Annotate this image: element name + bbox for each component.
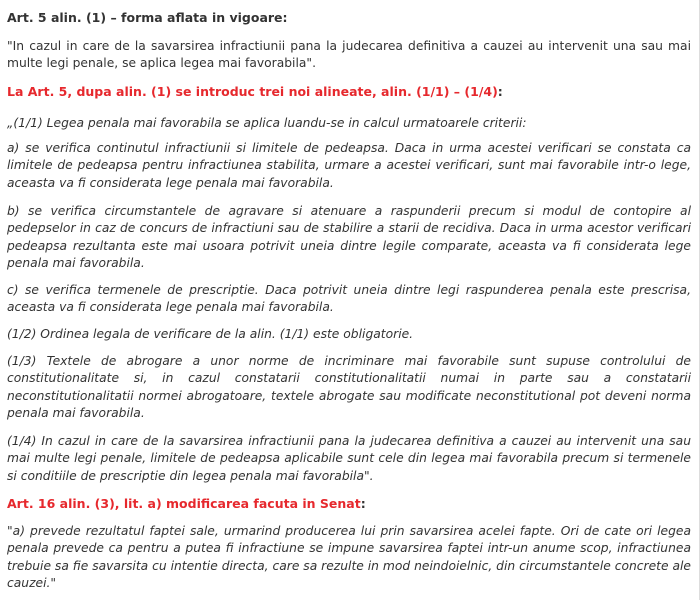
heading-art5-current bbox=[7, 9, 288, 26]
heading-amend-title: La Art. 5, dupa alin. (1) se introduc trei noi alineate, alin. (1/1) – (1/4) bbox=[7, 84, 498, 99]
paragraph-1-2: (1/2) Ordinea legala de verificare de la alin. (1/1) este obligatorie. bbox=[7, 327, 414, 341]
heading-amend-suffix: : bbox=[497, 84, 503, 99]
paragraph-art16-a: "a) prevede rezultatul faptei sale, urmarind producerea lui prin savarsirea acelei fapte. Ori de cate ori legea penala prevede ca pentru a putea fi infractiune se impune savarsirea faptei intr-un anume scop, infractiunea trebuie sa fie savarsita cu intentie directa, care sa rezulte in mod neindoielnic, din circumstantele concrete ale cauzei." bbox=[7, 524, 691, 590]
paragraph-criterion-c: c) se verifica termenele de prescriptie. Daca potrivit uneia dintre legi raspunderea penala este prescrisa, aceasta va fi considerata lege penala mai favorabila. bbox=[7, 283, 691, 315]
paragraph-1-1: „(1/1) Legea penala mai favorabila se aplica luandu-se in calcul urmatoarele criterii: bbox=[7, 116, 527, 130]
heading-art16-amendment bbox=[7, 495, 366, 512]
heading-art5-suffix: : bbox=[282, 10, 288, 25]
paragraph-1-3: (1/3) Textele de abrogare a unor norme de incriminare mai favorabile sunt supuse controlului de constitutionalitate si, in cazul constatarii constitutionalitatii numai in parte sau a constatarii neconstitutionalitatii normei abrogatoare, textele abrogate sau modificate neconstitutional pot deveni norma penala mai favorabila. bbox=[7, 354, 691, 420]
paragraph-criterion-b: b) se verifica circumstantele de agravare si atenuare a raspunderii precum si modul de contopire al pedepselor in caz de concurs de infractiuni sau de stabilire a starii de recidiva. Daca in urma acestor verificari pedeapsa rezultanta este mai usoara potrivit uneia dintre legile comparate, aceasta va fi considerata lege penala mai favorabila. bbox=[7, 204, 691, 270]
paragraph-criterion-a: a) se verifica continutul infractiunii si limitele de pedeapsa. Daca in urma acestei verificari se constata ca limitele de pedeapsa pentru infractiunea stabilita, urmare a acestei verificari, sunt mai favorabile intr-o lege, aceasta va fi considerata lege penala mai favorabila. bbox=[7, 141, 691, 190]
heading-art16-title: Art. 16 alin. (3), lit. a) modificarea facuta in Senat bbox=[7, 496, 361, 511]
paragraph-art5-text: "In cazul in care de la savarsirea infractiunii pana la judecarea definitiva a cauzei au intervenit una sau mai multe legi penale, se aplica legea mai favorabila". bbox=[7, 39, 691, 71]
paragraph-1-4: (1/4) In cazul in care de la savarsirea infractiunii pana la judecarea definitiva a cauzei au intervenit una sau mai multe legi penale, limitele de pedeapsa aplicabile sunt cele din legea mai favorabila precum si termenele si conditiile de prescriptie din legea penala mai favorabila". bbox=[7, 434, 691, 483]
heading-art5-amendment bbox=[7, 83, 503, 100]
heading-art5-title: Art. 5 alin. (1) – forma aflata in vigoare bbox=[7, 10, 283, 25]
heading-art16-suffix: : bbox=[360, 496, 366, 511]
